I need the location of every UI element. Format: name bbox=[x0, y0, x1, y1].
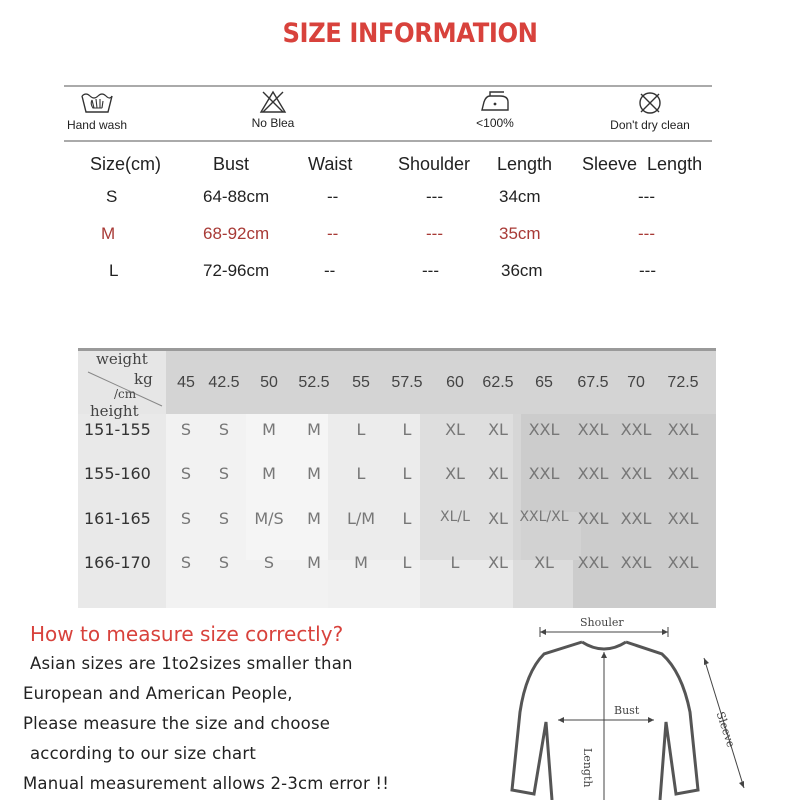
care-label: Hand wash bbox=[66, 118, 128, 132]
size-cell: -- bbox=[327, 187, 339, 206]
diagram-shoulder-label: Shouler bbox=[580, 616, 624, 629]
care-no-bleach bbox=[228, 90, 318, 130]
size-cell: 36cm bbox=[501, 261, 543, 280]
size-cell: XXL bbox=[528, 464, 560, 483]
care-hand-wash bbox=[52, 90, 142, 132]
measurement-diagram bbox=[490, 612, 790, 800]
size-cell: M bbox=[262, 464, 276, 483]
size-cell: XXL bbox=[667, 509, 699, 528]
care-label: <100% bbox=[476, 116, 514, 130]
size-cell: XXL bbox=[528, 420, 560, 439]
size-cell: XXL bbox=[667, 464, 699, 483]
size-cell: M bbox=[307, 553, 321, 572]
howto-line: Please measure the size and choose bbox=[23, 714, 331, 733]
weight-header: 67.5 bbox=[577, 374, 609, 391]
size-cell: L bbox=[402, 420, 412, 439]
size-cell: M bbox=[354, 553, 368, 572]
size-cell: S bbox=[218, 420, 230, 439]
size-cell: XXL/XL bbox=[519, 509, 569, 525]
header-waist: Waist bbox=[308, 154, 353, 174]
weight-header: 55 bbox=[352, 374, 370, 391]
corner-weight-label: weight bbox=[96, 350, 148, 368]
size-cell: S bbox=[180, 420, 192, 439]
size-cell: XXL bbox=[620, 464, 652, 483]
size-cell: L bbox=[356, 464, 366, 483]
header-length: Length bbox=[497, 154, 553, 174]
size-cell: 35cm bbox=[499, 224, 541, 243]
weight-header: 65 bbox=[535, 374, 553, 391]
size-cell: M bbox=[307, 464, 321, 483]
weight-header: 50 bbox=[260, 374, 278, 391]
size-cell: XL bbox=[445, 420, 465, 439]
size-cell: XXL bbox=[577, 464, 609, 483]
corner-cm-label: /cm bbox=[114, 387, 137, 401]
diagram-length-label: Length bbox=[581, 748, 594, 788]
size-cell: S bbox=[218, 509, 230, 528]
howto-line: Manual measurement allows 2-3cm error !! bbox=[23, 774, 390, 793]
size-cell: L bbox=[450, 553, 460, 572]
size-cell: S bbox=[106, 187, 118, 206]
size-cell: M/S bbox=[254, 509, 284, 528]
size-cell: -- bbox=[324, 261, 336, 280]
size-cell: M bbox=[307, 509, 321, 528]
size-cell: XXL bbox=[577, 553, 609, 572]
weight-header: 60 bbox=[446, 374, 464, 391]
weight-header: 70 bbox=[627, 374, 645, 391]
size-cell: --- bbox=[639, 261, 656, 280]
howto-line: Asian sizes are 1to2sizes smaller than bbox=[30, 654, 353, 673]
size-cell: XL bbox=[488, 420, 508, 439]
chart-top-line bbox=[78, 348, 716, 351]
size-cell: --- bbox=[638, 187, 655, 206]
size-cell: XL bbox=[488, 509, 508, 528]
size-cell: S bbox=[180, 464, 192, 483]
size-cell: 64-88cm bbox=[203, 187, 270, 206]
size-cell: XXL bbox=[577, 509, 609, 528]
weight-header: 52.5 bbox=[298, 374, 330, 391]
size-cell: XL/L bbox=[440, 509, 470, 525]
care-iron bbox=[450, 90, 540, 130]
weight-header: 57.5 bbox=[391, 374, 423, 391]
size-cell: L bbox=[109, 261, 119, 280]
divider-top bbox=[64, 85, 712, 87]
size-cell: --- bbox=[422, 261, 439, 280]
size-cell: --- bbox=[638, 224, 655, 243]
size-cell: XXL bbox=[667, 420, 699, 439]
weight-header: 62.5 bbox=[482, 374, 514, 391]
size-cell: XXL bbox=[577, 420, 609, 439]
no-bleach-icon bbox=[259, 90, 287, 114]
size-cell: XXL bbox=[620, 509, 652, 528]
header-sleeve-length: Sleeve Length bbox=[582, 154, 703, 174]
care-label: Don't dry clean bbox=[610, 118, 690, 132]
size-cell: L/M bbox=[346, 509, 376, 528]
weight-header: 42.5 bbox=[208, 374, 240, 391]
size-cell: S bbox=[218, 553, 230, 572]
size-cell: XL bbox=[534, 553, 554, 572]
weight-header: 72.5 bbox=[667, 374, 699, 391]
size-cell: L bbox=[402, 464, 412, 483]
height-label: 151-155 bbox=[84, 420, 151, 439]
header-shoulder: Shoulder bbox=[398, 154, 471, 174]
size-cell: --- bbox=[426, 224, 443, 243]
size-cell: -- bbox=[327, 224, 339, 243]
height-label: 155-160 bbox=[84, 464, 151, 483]
size-cell: --- bbox=[426, 187, 443, 206]
height-label: 161-165 bbox=[84, 509, 151, 528]
weight-header: 45 bbox=[177, 374, 195, 391]
weight-height-chart bbox=[78, 348, 716, 608]
size-cell: M bbox=[101, 224, 116, 243]
size-cell: M bbox=[262, 420, 276, 439]
hand-wash-icon bbox=[80, 90, 114, 116]
care-label: No Blea bbox=[251, 116, 295, 130]
size-cell: 72-96cm bbox=[203, 261, 270, 280]
no-dry-clean-icon bbox=[637, 90, 663, 116]
size-cell: L bbox=[356, 420, 366, 439]
diagram-bust-label: Bust bbox=[614, 704, 640, 717]
header-bust: Bust bbox=[213, 154, 250, 174]
iron-icon bbox=[478, 90, 512, 114]
size-cell: XXL bbox=[620, 420, 652, 439]
page-title: SIZE INFORMATION bbox=[282, 18, 538, 49]
diagram-sleeve-label: Sleeve bbox=[713, 710, 738, 750]
size-cell: S bbox=[218, 464, 230, 483]
howto-line: European and American People, bbox=[23, 684, 293, 703]
size-cell: XL bbox=[445, 464, 465, 483]
size-cell: L bbox=[402, 509, 412, 528]
howto-title: How to measure size correctly? bbox=[30, 622, 344, 646]
size-cell: S bbox=[263, 553, 275, 572]
size-cell: M bbox=[307, 420, 321, 439]
size-cell: S bbox=[180, 509, 192, 528]
size-cell: XL bbox=[488, 464, 508, 483]
sweater-outline-icon bbox=[490, 612, 790, 800]
divider-mid bbox=[64, 140, 712, 142]
size-cell: XXL bbox=[667, 553, 699, 572]
size-cell: L bbox=[402, 553, 412, 572]
corner-height-label: height bbox=[90, 402, 139, 420]
size-cell: S bbox=[180, 553, 192, 572]
corner-kg-label: kg bbox=[134, 370, 153, 388]
size-cell: 34cm bbox=[499, 187, 541, 206]
height-label: 166-170 bbox=[84, 553, 151, 572]
howto-line: according to our size chart bbox=[30, 744, 256, 763]
size-cell: XL bbox=[488, 553, 508, 572]
care-no-dry-clean bbox=[600, 90, 700, 132]
size-cell: 68-92cm bbox=[203, 224, 270, 243]
header-size: Size(cm) bbox=[90, 154, 161, 174]
size-cell: XXL bbox=[620, 553, 652, 572]
